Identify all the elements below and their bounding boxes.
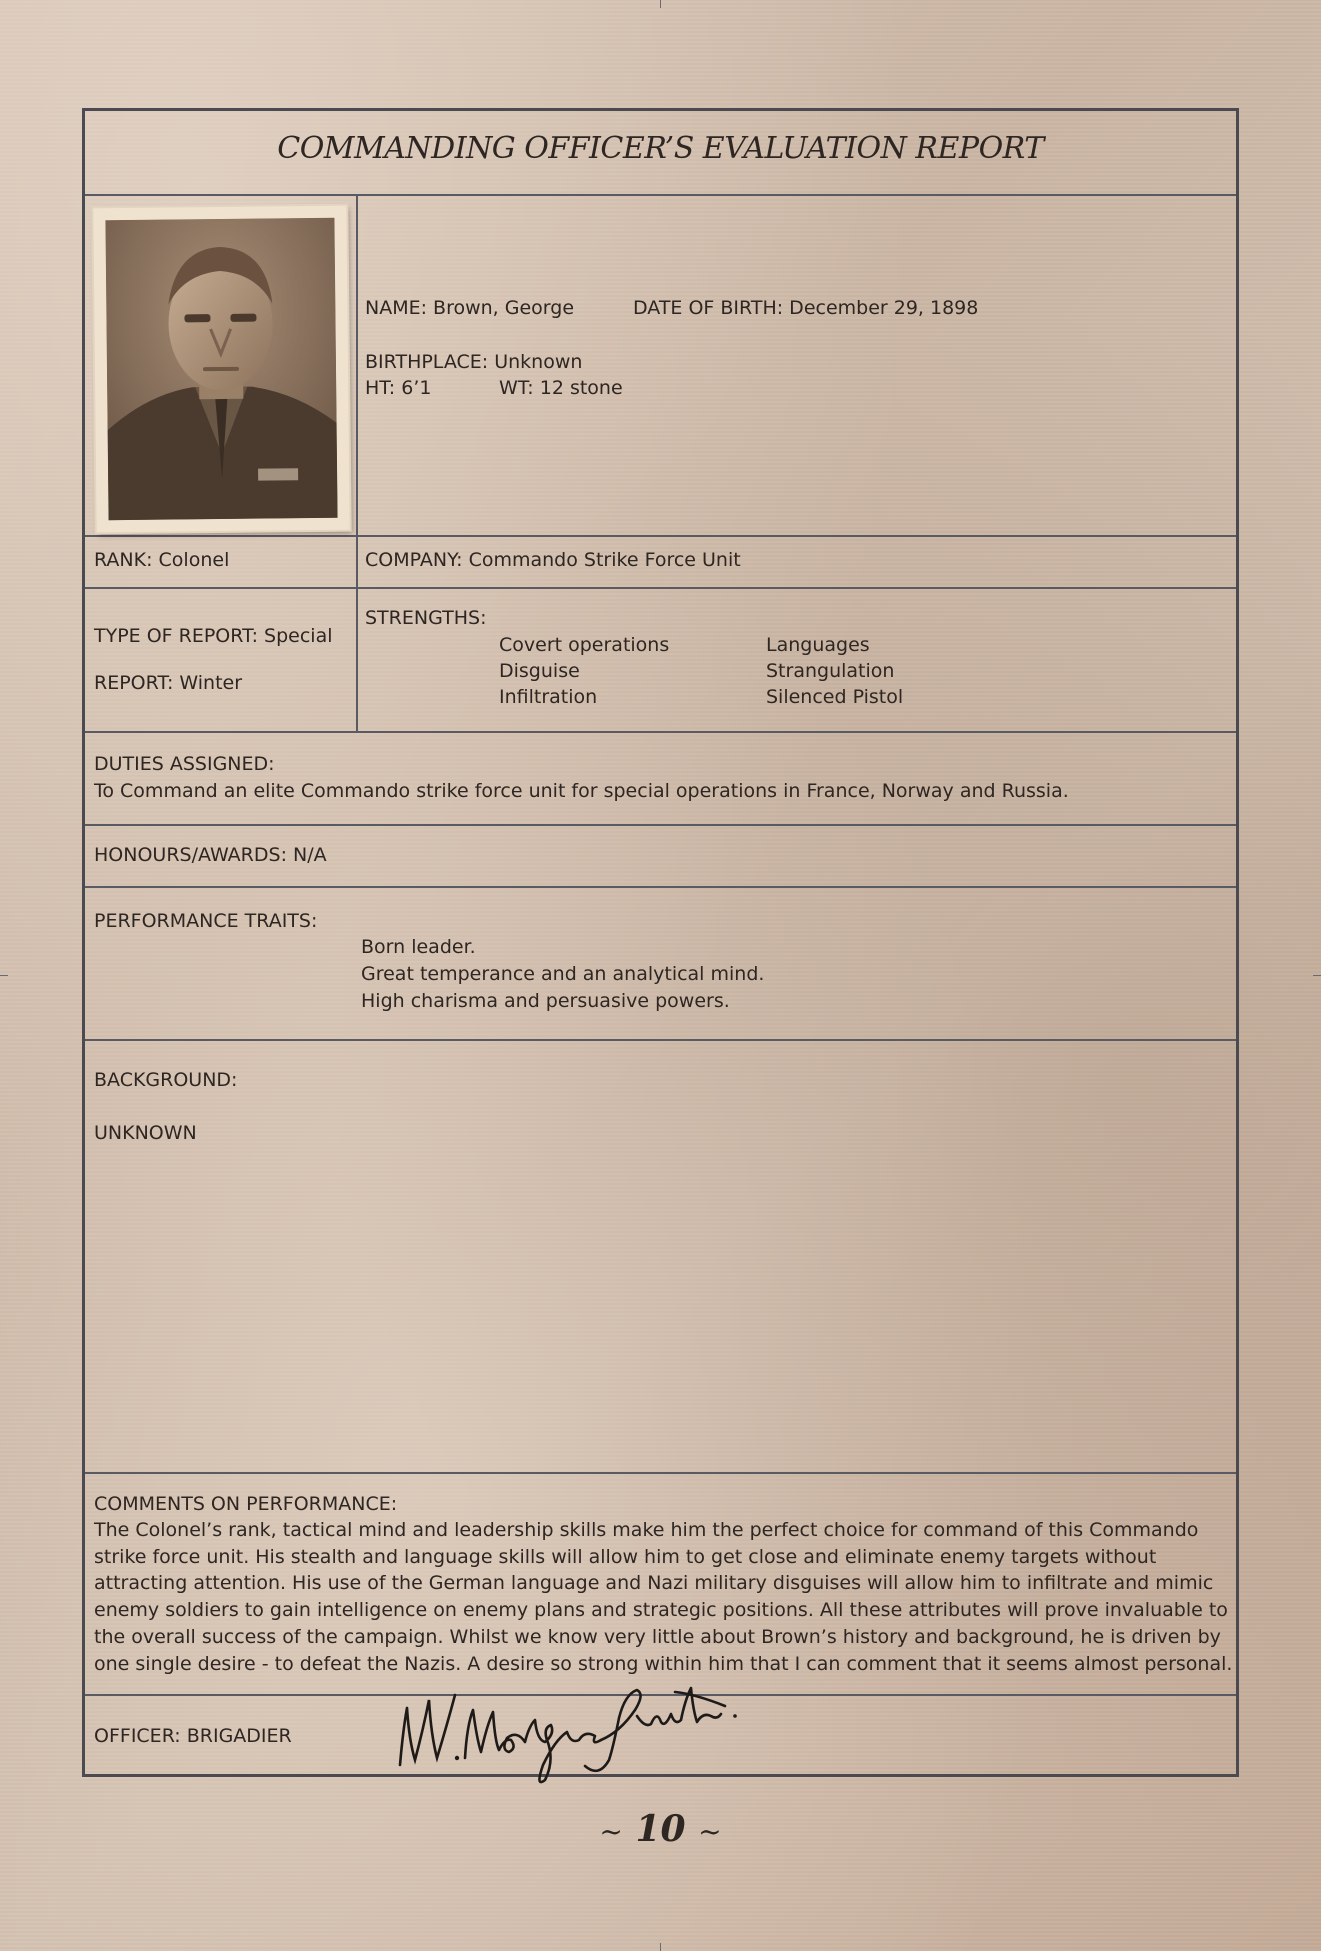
duties-label: DUTIES ASSIGNED: [94, 753, 275, 775]
divider [85, 1472, 1236, 1474]
trait-item: Born leader. [361, 936, 476, 958]
trait-item: High charisma and persuasive powers. [361, 990, 730, 1012]
page-number-value: 10 [635, 1808, 686, 1850]
officer-portrait-image [105, 218, 337, 520]
crop-mark [660, 0, 661, 8]
strength-item: Languages [766, 634, 870, 656]
officer-photo [105, 218, 337, 520]
divider [85, 194, 1236, 196]
date-of-birth-field: DATE OF BIRTH: December 29, 1898 [633, 297, 979, 319]
strength-item: Strangulation [766, 660, 895, 682]
divider [85, 731, 1236, 733]
evaluation-report-form [82, 108, 1239, 1777]
strengths-label: STRENGTHS: [365, 607, 487, 629]
background-label: BACKGROUND: [94, 1069, 238, 1091]
divider [85, 535, 1236, 537]
rank-field: RANK: Colonel [94, 549, 230, 571]
crop-mark [1313, 975, 1321, 976]
type-of-report-field: TYPE OF REPORT: Special [94, 625, 333, 647]
divider [85, 824, 1236, 826]
duties-text: To Command an elite Commando strike force unit for special operations in France, Norway and Russia. [94, 780, 1069, 802]
divider [85, 1039, 1236, 1041]
divider [85, 886, 1236, 888]
performance-traits-label: PERFORMANCE TRAITS: [94, 910, 318, 932]
page-number [0, 1808, 1321, 1850]
strength-item: Covert operations [499, 634, 670, 656]
weight-field: WT: 12 stone [499, 377, 623, 399]
honours-field: HONOURS/AWARDS: N/A [94, 844, 327, 866]
strength-item: Disguise [499, 660, 580, 682]
report-field: REPORT: Winter [94, 672, 243, 694]
officer-photo-frame [93, 206, 349, 533]
height-field: HT: 6’1 [365, 377, 432, 399]
company-field: COMPANY: Commando Strike Force Unit [365, 549, 741, 571]
report-title: COMMANDING OFFICER’S EVALUATION REPORT [277, 131, 1044, 166]
officer-field: OFFICER: BRIGADIER [94, 1725, 292, 1747]
crop-mark [0, 975, 8, 976]
comments-label: COMMENTS ON PERFORMANCE: [94, 1493, 398, 1515]
tilde-right: ~ [698, 1815, 722, 1848]
divider [85, 587, 1236, 589]
background-text: UNKNOWN [94, 1122, 197, 1144]
trait-item: Great temperance and an analytical mind. [361, 963, 765, 985]
crop-mark [660, 1943, 661, 1951]
birthplace-field: BIRTHPLACE: Unknown [365, 351, 583, 373]
name-field: NAME: Brown, George [365, 297, 575, 319]
strength-item: Silenced Pistol [766, 686, 904, 708]
column-divider [356, 194, 358, 731]
tilde-left: ~ [599, 1815, 623, 1848]
strength-item: Infiltration [499, 686, 598, 708]
comments-text: The Colonel’s rank, tactical mind and leadership skills make him the perfect choice for command of this Commando strike force unit. His stealth and language skills will allow him to get close and eliminate enemy targets without attracting attention. His use of the German language and Nazi military disguises will allow him to infiltrate and mimic enemy soldiers to gain intelligence on enemy plans and strategic positions. All these attributes will prove invaluable to the overall success of the campaign. Whilst we know very little about Brown’s history and background, he is driven by one single desire - to defeat the Nazis. A desire so strong within him that I can comment that it seems almost personal. [94, 1519, 1233, 1675]
